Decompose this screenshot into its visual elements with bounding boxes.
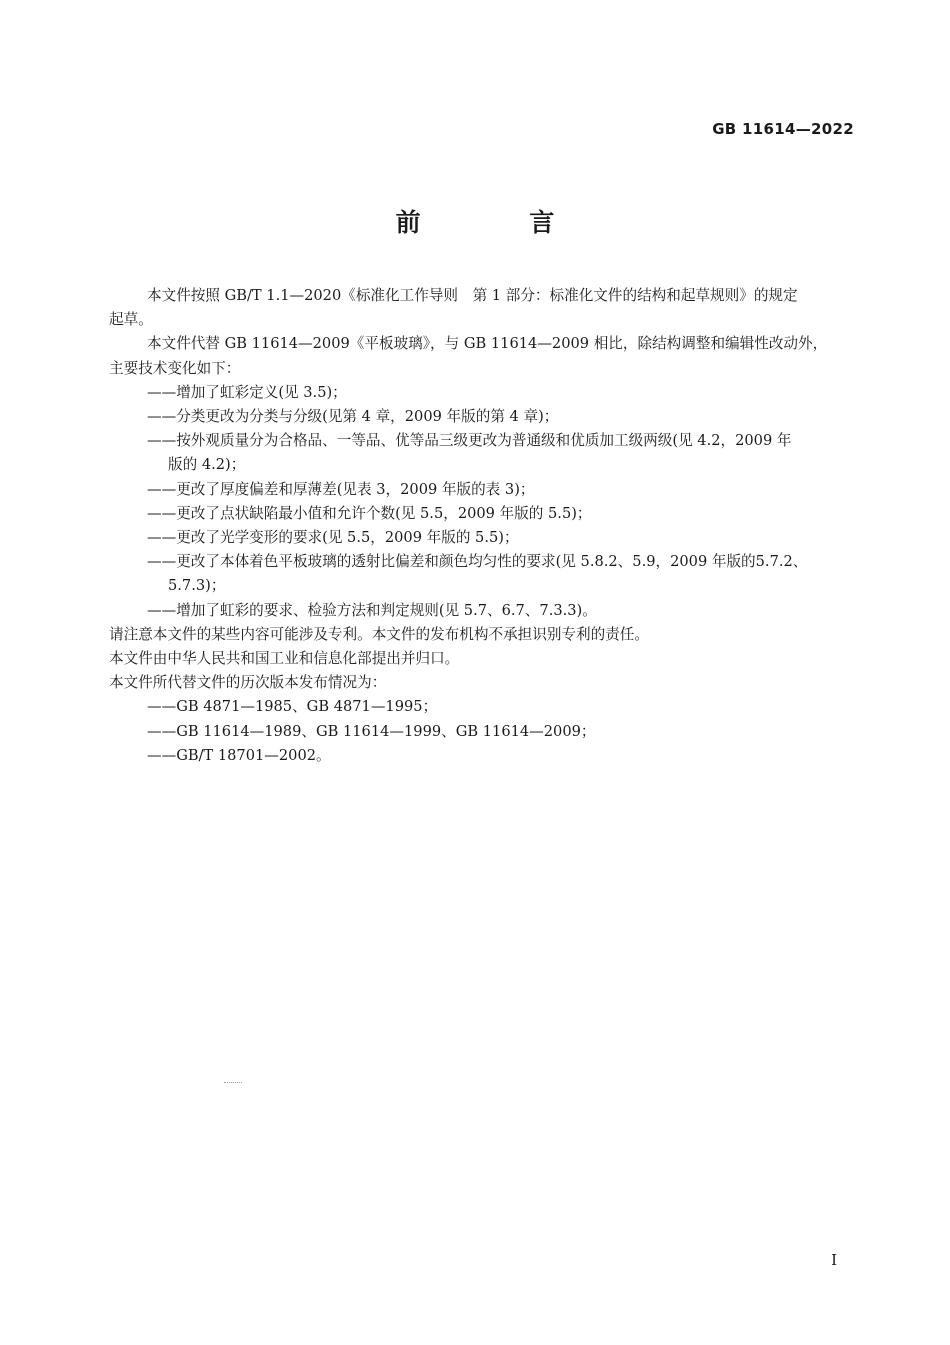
notice-text: 请注意本文件的某些内容可能涉及专利。本文件的发布机构不承担识别专利的责任。 xyxy=(109,625,649,643)
list-item xyxy=(147,720,857,744)
list-item-continuation: 5.7.3)； xyxy=(168,577,226,595)
paragraph-line: 起草。 xyxy=(109,311,153,329)
list-item-text: ——分类更改为分类与分级(见第 4 章，2009 年版的第 4 章)； xyxy=(147,408,559,426)
list-item xyxy=(147,502,857,526)
history-item-text: ——GB 4871—1985、GB 4871—1995； xyxy=(147,698,438,716)
history-intro-text: 本文件所代替文件的历次版本发布情况为： xyxy=(109,674,387,692)
paragraph-replacement xyxy=(109,332,857,380)
list-item xyxy=(147,744,857,768)
page-number: I xyxy=(831,1251,837,1269)
paragraph-line: 主要技术变化如下： xyxy=(109,359,241,377)
history-item-text: ——GB 11614—1989、GB 11614—1999、GB 11614—2009； xyxy=(147,722,596,740)
list-item xyxy=(147,550,857,598)
list-item-text: ——按外观质量分为合格品、一等品、优等品三级更改为普通级和优质加工级两级(见 4.2，2009 年 xyxy=(147,432,792,450)
list-item xyxy=(147,695,857,719)
list-item-text: ——增加了虹彩定义(见 3.5)； xyxy=(147,383,347,401)
patent-notice xyxy=(109,623,857,647)
list-item xyxy=(147,381,857,405)
list-item xyxy=(147,478,857,502)
proposer-statement xyxy=(109,647,857,671)
paragraph-drafting-rules xyxy=(109,284,857,332)
paragraph-line: 本文件按照 GB/T 1.1—2020《标准化工作导则 第 1 部分：标准化文件的结构和起草规则》的规定 xyxy=(147,287,798,304)
page-title: 前 言 xyxy=(395,208,605,237)
list-item-text: ——更改了点状缺陷最小值和允许个数(见 5.5，2009 年版的 5.5)； xyxy=(147,504,592,522)
list-item-text: ——更改了光学变形的要求(见 5.5，2009 年版的 5.5)； xyxy=(147,529,519,547)
list-item-continuation: 版的 4.2)； xyxy=(168,456,246,474)
foreword-body xyxy=(109,284,857,768)
list-item-text: ——更改了本体着色平板玻璃的透射比偏差和颜色均匀性的要求(见 5.8.2、5.9，2009 年版的5.7.2、 xyxy=(147,553,808,571)
list-item xyxy=(147,526,857,550)
standard-code: GB 11614—2022 xyxy=(712,120,854,138)
list-item-text: ——更改了厚度偏差和厚薄差(见表 3，2009 年版的表 3)； xyxy=(147,480,535,498)
technical-changes-list xyxy=(147,381,857,623)
history-item-text: ——GB/T 18701—2002。 xyxy=(147,746,331,764)
history-list xyxy=(147,695,857,768)
statement-text: 本文件由中华人民共和国工业和信息化部提出并归口。 xyxy=(109,650,460,668)
list-item xyxy=(147,599,857,623)
list-item-text: ——增加了虹彩的要求、检验方法和判定规则(见 5.7、6.7、7.3.3)。 xyxy=(147,601,597,619)
history-intro xyxy=(109,671,857,695)
paragraph-line: 本文件代替 GB 11614—2009《平板玻璃》，与 GB 11614—2009 相比，除结构调整和编辑性改动外， xyxy=(147,335,828,353)
list-item xyxy=(147,429,857,477)
scan-artifact xyxy=(224,1082,242,1085)
list-item xyxy=(147,405,857,429)
